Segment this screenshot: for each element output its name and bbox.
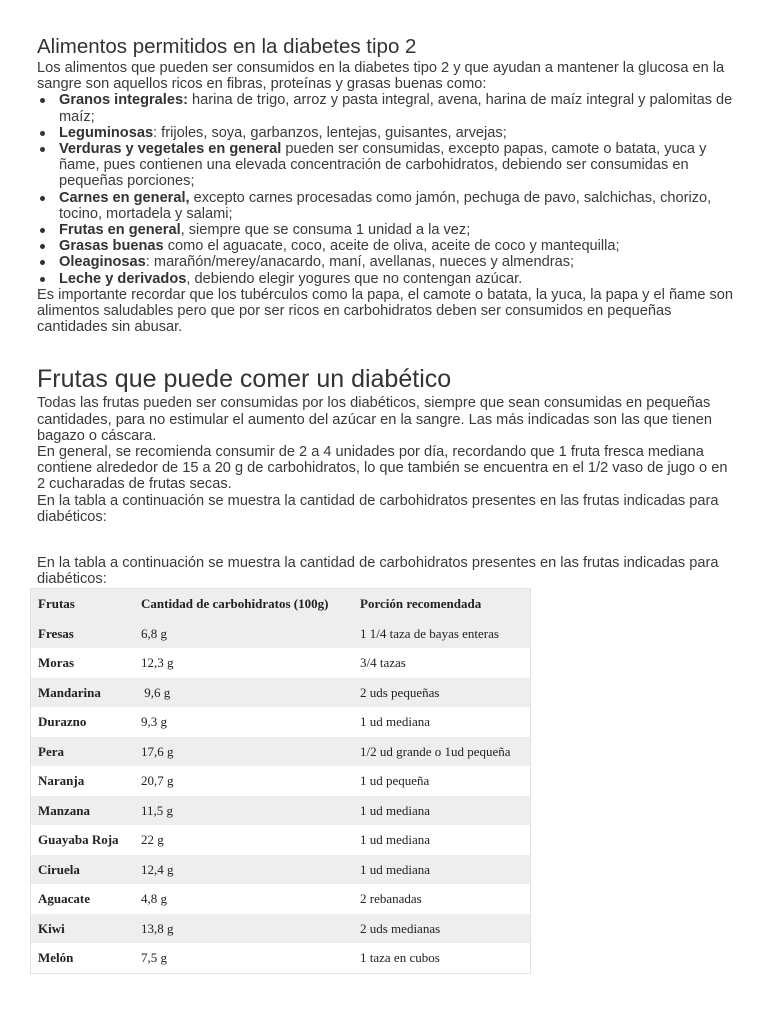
cell-fruit: Pera	[38, 743, 64, 759]
cell-portion: 1 taza en cubos	[360, 950, 440, 966]
fruits-paragraph-1: Todas las frutas pueden ser consumidas por los diabéticos, siempre que sean consumidas en pequeñas cantidades, para no estimular el aumento del azúcar en la sangre. Las más indicadas son las que tienen bagazo o cáscara.	[37, 395, 712, 444]
cell-portion: 1 1/4 taza de bayas enteras	[360, 625, 499, 641]
allowed-foods-list	[37, 92, 737, 286]
table-row	[31, 766, 531, 796]
table-row	[31, 855, 531, 885]
list-item-text: , debiendo elegir yogures que no contengan azúcar.	[186, 270, 523, 287]
cell-portion: 1 ud pequeña	[360, 773, 430, 789]
list-item-bold: Verduras y vegetales en general	[59, 141, 282, 158]
list-item-text: : marañón/merey/anacardo, maní, avellanas, nueces y almendras;	[145, 254, 575, 271]
table-row	[31, 825, 531, 855]
fruits-paragraph-2: En general, se recomienda consumir de 2 a 4 unidades por día, recordando que 1 fruta fresca mediana contiene alrededor de 15 a 20 g de carbohidratos, lo que también se encuentra en el 1/2 vaso de jugo o en 2 cucharadas de frutas secas.	[37, 444, 728, 493]
header-fruits: Frutas	[38, 596, 75, 612]
table-row	[31, 796, 531, 826]
cell-portion: 1 ud mediana	[360, 714, 431, 730]
cell-fruit: Fresas	[38, 625, 74, 641]
table-row	[31, 943, 531, 973]
cell-carbs: 6,8 g	[141, 625, 167, 641]
cell-fruit: Kiwi	[38, 920, 65, 936]
cell-carbs: 9,3 g	[141, 714, 167, 730]
allowed-foods-outro: Es importante recordar que los tubérculos como la papa, el camote o batata, la yuca, la papa y el ñame son alimentos saludables pero que por ser ricos en carbohidratos deben ser consumidos en pequeñas cantidades sin abusar.	[37, 286, 734, 336]
header-carbs: Cantidad de carbohidratos (100g)	[141, 596, 329, 612]
list-item-text: , siempre que se consuma 1 unidad a la vez;	[180, 222, 471, 239]
list-item	[59, 190, 737, 222]
list-item-bold: Frutas en general	[59, 222, 181, 239]
section-title-fruits: Frutas que puede comer un diabético	[37, 365, 452, 394]
carbohydrate-table	[30, 588, 531, 974]
table-row	[31, 619, 531, 649]
cell-fruit: Ciruela	[38, 861, 80, 877]
list-item-text: : frijoles, soya, garbanzos, lentejas, guisantes, arvejas;	[153, 124, 507, 141]
list-item-text: pueden ser consumidas, excepto papas, camote o batata, yuca y ñame, pues contienen una elevada concentración de carbohidratos, debiendo ser consumidas en pequeñas porciones;	[59, 141, 711, 190]
table-row	[31, 648, 531, 678]
cell-carbs: 12,3 g	[141, 655, 174, 671]
cell-carbs: 7,5 g	[141, 950, 167, 966]
table-row	[31, 678, 531, 708]
list-item	[59, 125, 737, 141]
cell-carbs: 13,8 g	[141, 920, 174, 936]
table-row	[31, 884, 531, 914]
list-item-text: excepto carnes procesadas como jamón, pechuga de pavo, salchichas, chorizo, tocino, mortadela y salami;	[59, 189, 716, 222]
fruits-paragraph-3: En la tabla a continuación se muestra la cantidad de carbohidratos presentes en las frutas indicadas para diabéticos:	[37, 492, 719, 525]
cell-carbs: 9,6 g	[141, 684, 171, 700]
table-header-row	[31, 589, 531, 619]
list-item	[59, 92, 737, 124]
cell-portion: 1/2 ud grande o 1ud pequeña	[360, 743, 511, 759]
section-title-allowed-foods: Alimentos permitidos en la diabetes tipo 2	[37, 35, 417, 58]
cell-fruit: Manzana	[38, 802, 90, 818]
cell-portion: 2 uds medianas	[360, 920, 441, 936]
cell-fruit: Aguacate	[38, 891, 90, 907]
cell-portion: 1 ud mediana	[360, 802, 431, 818]
cell-carbs: 4,8 g	[141, 891, 167, 907]
list-item-text: harina de trigo, arroz y pasta integral, avena, harina de maíz integral y palomitas de maíz;	[59, 92, 737, 125]
cell-fruit: Mandarina	[38, 684, 101, 700]
list-item	[59, 254, 737, 270]
list-item	[59, 271, 737, 287]
cell-carbs: 20,7 g	[141, 773, 174, 789]
table-row	[31, 914, 531, 944]
cell-carbs: 17,6 g	[141, 743, 174, 759]
cell-portion: 2 rebanadas	[360, 891, 422, 907]
list-item-bold: Granos integrales:	[59, 92, 188, 109]
cell-carbs: 11,5 g	[141, 802, 174, 818]
list-item-bold: Leguminosas	[59, 124, 154, 141]
list-item-bold: Leche y derivados	[59, 270, 187, 287]
document-page	[37, 36, 737, 974]
list-item-bold: Carnes en general,	[59, 189, 190, 206]
list-item-bold: Oleaginosas	[59, 254, 146, 271]
header-portion: Porción recomendada	[360, 596, 482, 612]
allowed-foods-intro: Los alimentos que pueden ser consumidos en la diabetes tipo 2 y que ayudan a mantener la glucosa en la sangre son aquellos ricos en fibras, proteínas y grasas buenas como:	[37, 60, 725, 93]
cell-fruit: Melón	[38, 950, 74, 966]
cell-fruit: Durazno	[38, 714, 87, 730]
cell-fruit: Guayaba Roja	[38, 832, 119, 848]
table-row	[31, 737, 531, 767]
list-item	[59, 141, 737, 190]
list-item	[59, 238, 737, 254]
cell-fruit: Naranja	[38, 773, 85, 789]
cell-carbs: 12,4 g	[141, 861, 174, 877]
cell-portion: 1 ud mediana	[360, 861, 431, 877]
cell-portion: 3/4 tazas	[360, 655, 406, 671]
cell-portion: 2 uds pequeñas	[360, 684, 440, 700]
fruits-paragraph-4: En la tabla a continuación se muestra la cantidad de carbohidratos presentes en las frutas indicadas para diabéticos:	[37, 555, 719, 588]
cell-portion: 1 ud mediana	[360, 832, 431, 848]
list-item-text: como el aguacate, coco, aceite de oliva, aceite de coco y mantequilla;	[163, 238, 620, 255]
list-item	[59, 222, 737, 238]
list-item-bold: Grasas buenas	[59, 238, 164, 255]
table-row	[31, 707, 531, 737]
cell-carbs: 22 g	[141, 832, 164, 848]
cell-fruit: Moras	[38, 655, 75, 671]
